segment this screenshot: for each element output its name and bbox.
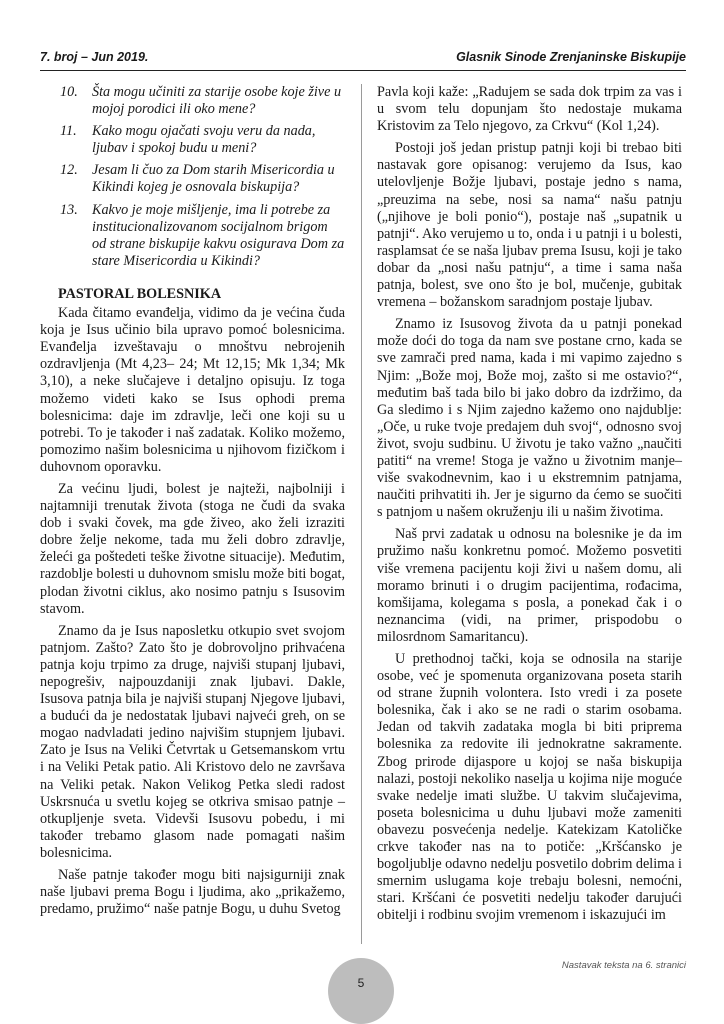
- page-number-badge: [328, 958, 394, 1024]
- question-number: 13.: [60, 201, 78, 218]
- question-list: [40, 84, 345, 270]
- page-header: [40, 50, 686, 70]
- page-number: 5: [357, 976, 365, 990]
- question-text: Šta mogu učiniti za starije osobe koje žive u mojoj porodici ili oko mene?: [92, 84, 342, 118]
- body-paragraph: Pavla koji kaže: „Radujem se sada dok trpim za vas i u svom telu dopunjam što nedostaje mukama Kristovim za Telo njegovo, za Crkvu“ (Kol 1,24).: [377, 84, 682, 135]
- question-item: [40, 84, 345, 118]
- body-paragraph: Za većinu ljudi, bolest je najteži, najbolniji i najtamniji trenutak života (stoga ne čudi da svaka dob i svaki čovek, ma gde živeo, ako želi izraziti dobre želje nekome, tada mu želi dobro zdravlje, želeći ga poštedeti teške životne situacije). Međutim, razdoblje bolesti u duhovnom smislu može biti bogat, plodan životni ciklus, ako nosimo patnju s Isusovim stavom.: [40, 480, 345, 617]
- continued-note: Nastavak teksta na 6. stranici: [561, 960, 686, 971]
- body-paragraph: Naše patnje također mogu biti najsigurniji znak naše ljubavi prema Bogu i ljudima, ako „prikažemo, predamo, pružimo“ naše patnje Bogu, u duhu Svetog: [40, 867, 345, 918]
- column-divider: [361, 84, 362, 944]
- publication-title: Glasnik Sinode Zrenjaninske Biskupije: [456, 50, 686, 64]
- body-paragraph: Kada čitamo evanđelja, vidimo da je većina čuda koja je Isus učinio bila upravo pomoć bolesnicima. Evanđelja izveštavaju o mnoštvu nebrojenih ozdravljenja (Mt 4,23– 24; Mt 12,15; Mk 1,34; Mk 3,10), a neke slučajeve i detaljno opisuju. Iz toga možemo videti kako se Isus ophodi prema bolesnicima: daje im zdravlje, leči one koji su u potrebi. To je također i naš zadatak. Koliko možemo, pomozimo našim bolesnicima u njihovom fizičkom i duhovnom oporavku.: [40, 305, 345, 475]
- left-column: [40, 84, 345, 923]
- question-item: [40, 162, 345, 196]
- section-title: PASTORAL BOLESNIKA: [58, 285, 222, 302]
- body-paragraph: Znamo iz Isusovog života da u patnji ponekad može doći do toga da nam sve postane crno, kada se sve zamrači pred nama, kada i mi vapimo zajedno s Njim: „Bože moj, Bože moj, zašto si me ostavio?“, međutim baš tada bilo bi jako dobro da izdržimo, da Ga sledimo i s Njim zajedno kažemo ono najdublje: „Oče, u ruke tvoje predajem duh svoj“, odnosno svoj život, svoju sudbinu. U životu je tako važno „naučiti patiti“ na vreme! Stoga je važno u životnim manje– više svakodnevnim, kao i u ekstremnim patnjama, naučiti prihvatiti ih. Jer je sigurno da ćemo se suočiti s patnjom u našem okruženju ili u našim životima.: [377, 316, 682, 521]
- header-rule: [40, 70, 686, 71]
- issue-label: 7. broj – Jun 2019.: [40, 50, 149, 64]
- body-paragraph: Znamo da je Isus naposletku otkupio svet svojom patnjom. Zašto? Zato što je dobrovoljno prihvaćena patnja koju trpimo za druge, najviši stupanj ljubavi, nepogrešiv, najpouzdaniji znak ljubavi. Dakle, Isusova patnja bila je najviši stupanj Njegove ljubavi, a budući da je nedostatak ljubavi najveći greh, on se mogao nadvladati jedino najvišim stupnjem ljubavi. Zato je Isus na Veliki Četvrtak u Getsemanskom vrtu i na Veliki Petak patio. Ali Kristovo delo ne završava na Veliki petak. Nakon Velikog Petka sledi radost Uskrsnuća u svetlu kojeg se otkriva smisao patnje – otkupljenje sveta. Videvši Isusovu pobedu, i mi također trebamo glasom nade pomagati našim bolesnicima.: [40, 622, 345, 861]
- body-paragraph: Postoji još jedan pristup patnji koji bi trebao biti nastavak gore opisanog: verujemo da Isus, kao utelovljenje Božje ljubavi, postaje jedno s nama, „preuzima na sebe, nosi sa nama“ našu patnju („njihove je boli ponio“), postaje naš „supatnik u patnji“. Ako verujemo u to, onda i u patnji i u bolesti, rasplamsat će se naša ljubav prema Isusu, koji je tako dobar da „nosi našu patnju“, a time i sama naša patnja, bolest, sve ono što je bol, mučenje, gubitak vremena – božanskom saradnjom postaje ljubav.: [377, 140, 682, 311]
- question-text: Kako mogu ojačati svoju veru da nada, ljubav i spokoj budu u meni?: [92, 123, 316, 157]
- body-paragraph: U prethodnoj tački, koja se odnosila na starije osobe, već je spomenuta organizovana poseta starih od strane župnih volontera. Isto vredi i za posete bolesnika, čak i ako se ne radi o starim osobama. Jedan od takvih zadataka mogla bi biti priprema bolesnika za redovite ili jednokratne sakramente. Zbog prirode dijaspore u kojoj se naša biskupija nalazi, postoji nekoliko naselja u kojima nije moguće svake nedelje imati službe. U takvim slučajevima, poseta bolesnicima u duhu ljubavi može zameniti obavezu posvećenja nedelje. Katekizam Katoličke crkve također nas na to potiče: „Kršćansko je bogoljublje odavno nedelju posvetilo dobrim delima i smernim uslugama koje trebaju bolesni, nemoćni, stari. Kršćani će posvetiti nedelju također darujući obitelji i rodbinu svojim vremenom i iskazujući im: [377, 651, 682, 924]
- question-item: [40, 202, 345, 270]
- question-item: [40, 123, 345, 157]
- question-number: 12.: [60, 162, 78, 179]
- right-column: [377, 84, 682, 930]
- body-paragraph: Naš prvi zadatak u odnosu na bolesnike je da im pružimo našu konkretnu pomoć. Možemo posvetiti više vremena pacijentu koji živi u našem domu, ali moramo brinuti i o drugim pacijentima, rođacima, komšijama, kolegama s posla, a ponekad čak i o neznancima (vidi, na primer, prispodobu o milosrdnom Samaritancu).: [377, 526, 682, 645]
- question-number: 10.: [60, 84, 78, 100]
- question-number: 11.: [60, 123, 77, 140]
- question-text: Jesam li čuo za Dom starih Misericordia u Kikindi kojeg je osnovala biskupija?: [92, 162, 335, 196]
- question-text: Kakvo je moje mišljenje, ima li potrebe za institucionalizovanom socijalnom brigom od strane biskupije kakvu osigurava Dom za stare Misericordia u Kikindi?: [92, 201, 345, 269]
